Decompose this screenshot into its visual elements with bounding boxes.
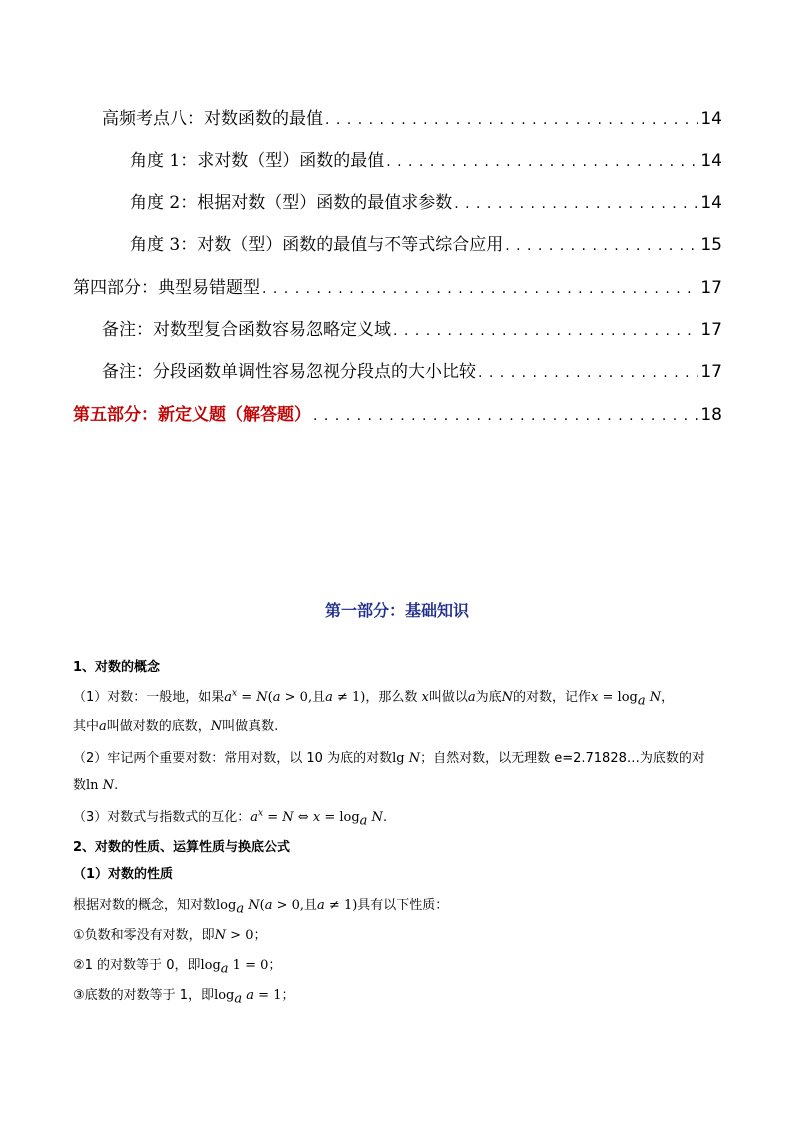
toc-entry[interactable]	[102, 360, 722, 385]
heading-properties: 2、对数的性质、运算性质与换底公式	[73, 840, 291, 855]
paragraph: （3）对数式与指数式的互化：$a^x = N$ ⇔ $x = \log_a N$.	[73, 808, 388, 829]
formula: log	[200, 958, 221, 973]
formula: log	[216, 898, 237, 913]
toc-entry-page: 15	[700, 235, 722, 255]
toc-entry-page: 14	[700, 193, 722, 213]
toc-leader	[386, 150, 698, 174]
formula: lg	[392, 751, 405, 766]
toc-entry-page: 14	[700, 151, 722, 171]
formula: $a^x = N$	[250, 808, 294, 825]
toc-entry[interactable]	[73, 276, 722, 301]
paragraph: ③底数的对数等于 1，即$\log_a a = 1$；	[73, 988, 295, 1007]
toc-entry-page: 17	[700, 320, 722, 340]
toc-leader	[262, 277, 698, 301]
toc-leader	[393, 319, 698, 343]
formula: log	[214, 988, 235, 1003]
section-title: 第一部分：基础知识	[324, 601, 469, 620]
toc-leader	[325, 108, 698, 132]
formula: $a^x = N$	[224, 688, 268, 705]
subheading-properties: （1）对数的性质	[73, 867, 174, 882]
toc-leader	[505, 234, 698, 258]
formula: N	[214, 928, 227, 943]
toc-entry-page: 14	[700, 109, 722, 129]
formula: ln	[86, 778, 99, 793]
paragraph: （1）对数：一般地，如果$a^x = N(a > 0$,且a ≠ 1)，那么数 x叫做以a为底N的对数，记作$x = \log_a N$，	[73, 688, 675, 709]
toc-entry-title: 备注：分段函数单调性容易忽视分段点的大小比较	[102, 362, 476, 382]
toc-leader	[454, 192, 698, 216]
toc-entry-title: 第五部分：新定义题（解答题）	[73, 405, 311, 425]
toc-entry[interactable]	[102, 107, 722, 132]
formula: x	[591, 690, 599, 705]
heading-concept: 1、对数的概念	[73, 660, 161, 675]
paragraph: 其中a叫做对数的底数，N叫做真数.	[73, 719, 279, 734]
toc-entry-title: 角度 3：对数（型）函数的最值与不等式综合应用	[130, 235, 504, 255]
toc-entry-title: 第四部分：典型易错题型	[73, 278, 260, 298]
toc-entry[interactable]	[102, 318, 722, 343]
toc-entry[interactable]	[130, 233, 722, 258]
toc-entry-page: 17	[700, 278, 722, 298]
toc-leader	[313, 404, 698, 428]
paragraph: ②1 的对数等于 0，即$\log_a 1 = 0$；	[73, 958, 282, 977]
paragraph: 数ln N.	[73, 778, 119, 793]
toc-entry-title: 备注：对数型复合函数容易忽略定义域	[102, 320, 391, 340]
paragraph: （2）牢记两个重要对数：常用对数，以 10 为底的对数lg N；自然对数，以无理数 e=2.71828…为底数的对	[73, 751, 705, 766]
toc-entry[interactable]	[73, 403, 722, 428]
toc-leader	[478, 361, 698, 385]
paragraph: ①负数和零没有对数，即N > 0；	[73, 928, 267, 943]
toc-entry-page: 18	[700, 405, 722, 425]
toc-entry-title: 角度 1：求对数（型）函数的最值	[130, 151, 385, 171]
toc-entry-title: 高频考点八：对数函数的最值	[102, 109, 323, 129]
toc-entry[interactable]	[130, 191, 722, 216]
paragraph: 根据对数的概念，知对数$\log_a N(a > 0$,且a ≠ 1)具有以下性质：	[73, 898, 449, 917]
toc-entry-page: 17	[700, 362, 722, 382]
toc-entry[interactable]	[130, 149, 722, 174]
toc-entry-title: 角度 2：根据对数（型）函数的最值求参数	[130, 193, 453, 213]
